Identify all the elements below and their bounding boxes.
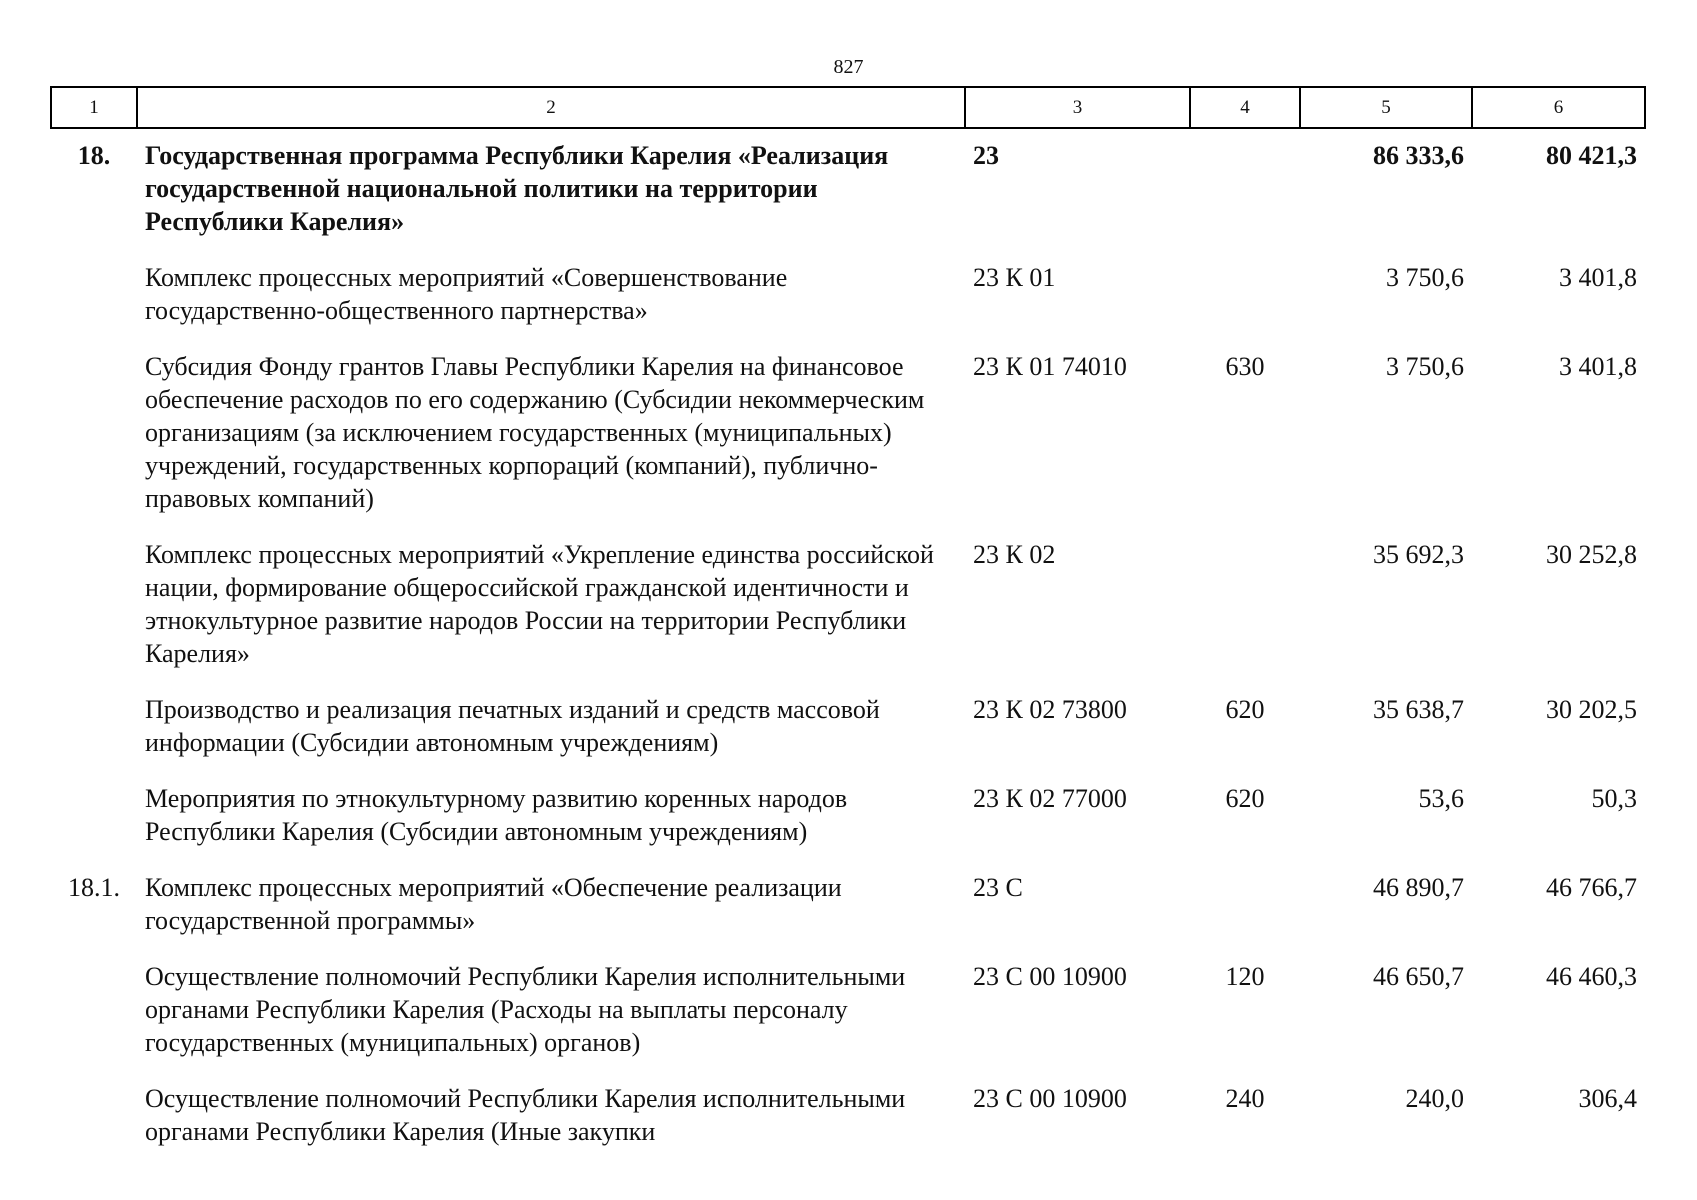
table-row [51, 128, 1645, 251]
column-header-name: 2 [137, 87, 965, 128]
row-expense-type [1190, 251, 1300, 340]
row-number [51, 1072, 137, 1161]
row-number [51, 340, 137, 528]
row-amount-1: 35 638,7 [1373, 695, 1464, 724]
row-amount-1: 3 750,6 [1386, 263, 1464, 292]
table-row [51, 251, 1645, 340]
table-row [51, 340, 1645, 528]
row-amount-2: 306,4 [1578, 1084, 1637, 1113]
row-amount-2: 30 252,8 [1546, 540, 1637, 569]
row-code: 23 С 00 10900 [973, 1084, 1127, 1113]
row-expense-type: 630 [1225, 352, 1265, 381]
row-amount-2: 46 766,7 [1546, 873, 1637, 902]
row-name: Мероприятия по этнокультурному развитию коренных народов Республики Карелия (Субсидии автономным учреждениям) [145, 784, 848, 846]
row-code: 23 [973, 141, 999, 170]
row-expense-type [1190, 128, 1300, 251]
row-number: 18. [77, 141, 111, 170]
table-body [51, 128, 1645, 1161]
row-name: Комплекс процессных мероприятий «Обеспечение реализации государственной программы» [145, 873, 842, 935]
row-code: 23 К 01 74010 [973, 352, 1127, 381]
row-amount-1: 53,6 [1418, 784, 1464, 813]
row-name: Производство и реализация печатных изданий и средств массовой информации (Субсидии автономным учреждениям) [145, 695, 880, 757]
row-code: 23 К 02 77000 [973, 784, 1127, 813]
row-name: Комплекс процессных мероприятий «Укрепление единства российской нации, формирование общероссийской гражданской идентичности и этнокультурное развитие народов России на территории Республики Карелия» [145, 540, 934, 668]
row-amount-2: 50,3 [1591, 784, 1637, 813]
row-amount-2: 3 401,8 [1559, 263, 1637, 292]
row-amount-2: 30 202,5 [1546, 695, 1637, 724]
row-name: Осуществление полномочий Республики Карелия исполнительными органами Республики Карелия (Иные закупки [145, 1084, 906, 1146]
column-header-number: 1 [51, 87, 137, 128]
row-code: 23 К 01 [973, 263, 1056, 292]
row-expense-type: 620 [1225, 784, 1265, 813]
row-number [51, 950, 137, 1072]
row-amount-1: 86 333,6 [1373, 141, 1464, 170]
row-code: 23 К 02 [973, 540, 1056, 569]
row-amount-2: 80 421,3 [1546, 141, 1637, 170]
row-expense-type: 240 [1225, 1084, 1265, 1113]
row-name: Осуществление полномочий Республики Карелия исполнительными органами Республики Карелия (Расходы на выплаты персоналу государственных (муниципальных) органов) [145, 962, 906, 1057]
row-expense-type: 120 [1225, 962, 1265, 991]
column-header-amount-2: 6 [1472, 87, 1645, 128]
table-row [51, 528, 1645, 683]
row-amount-1: 46 890,7 [1373, 873, 1464, 902]
row-amount-1: 3 750,6 [1386, 352, 1464, 381]
page-number: 827 [833, 56, 864, 78]
table-row [51, 1072, 1645, 1161]
row-expense-type [1190, 528, 1300, 683]
column-header-expense-type: 4 [1190, 87, 1300, 128]
row-amount-2: 3 401,8 [1559, 352, 1637, 381]
row-amount-1: 46 650,7 [1373, 962, 1464, 991]
row-expense-type [1190, 861, 1300, 950]
column-header-amount-1: 5 [1300, 87, 1472, 128]
column-header-code: 3 [965, 87, 1190, 128]
row-number [51, 683, 137, 772]
row-name: Государственная программа Республики Карелия «Реализация государственной национальной политики на территории Республики Карелия» [145, 141, 889, 236]
row-amount-2: 46 460,3 [1546, 962, 1637, 991]
row-name: Комплекс процессных мероприятий «Совершенствование государственно-общественного партнерства» [145, 263, 788, 325]
header-row [51, 87, 1645, 128]
budget-table [50, 86, 1646, 1161]
table-header [51, 87, 1645, 128]
row-code: 23 К 02 73800 [973, 695, 1127, 724]
row-number [51, 528, 137, 683]
table-row [51, 772, 1645, 861]
row-number [51, 772, 137, 861]
row-name: Субсидия Фонду грантов Главы Республики Карелия на финансовое обеспечение расходов по его содержанию (Субсидии некоммерческим организациям (за исключением государственных (муниципальных) учреждений, государственных корпораций (компаний), публично-правовых компаний) [145, 352, 925, 513]
table-row [51, 950, 1645, 1072]
row-amount-1: 35 692,3 [1373, 540, 1464, 569]
table-row [51, 861, 1645, 950]
table-row [51, 683, 1645, 772]
row-amount-1: 240,0 [1405, 1084, 1464, 1113]
row-expense-type: 620 [1225, 695, 1265, 724]
row-code: 23 С 00 10900 [973, 962, 1127, 991]
row-code: 23 С [973, 873, 1023, 902]
row-number [51, 251, 137, 340]
row-number: 18.1. [68, 873, 120, 902]
